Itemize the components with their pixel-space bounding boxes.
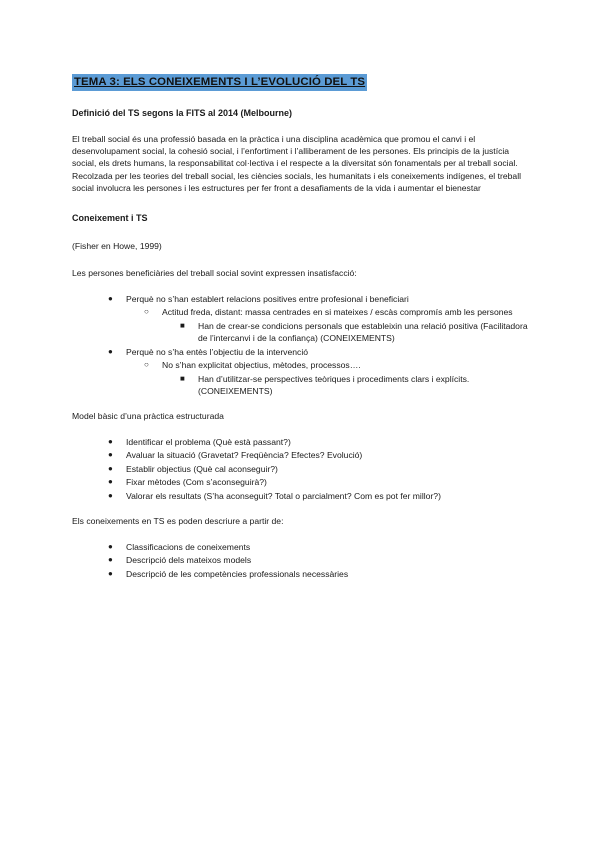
list-item-text: Descripció dels mateixos models [126, 555, 252, 566]
list-item-text: Descripció de les competències professionals necessàries [126, 568, 349, 579]
bullet-icon: ● [108, 346, 113, 356]
bullet-icon: ● [108, 293, 113, 303]
list-item [108, 568, 530, 580]
list-item [180, 373, 530, 398]
knowledge-list [72, 293, 530, 398]
description-heading: Els coneixements en TS es poden descriure a partir de: [72, 516, 284, 527]
definition-paragraph: El treball social és una professió basada en la pràctica i una disciplina acadèmica que promou el canvi i el desenvolupament social, la cohesió social, i l’enfortiment i l’alliberament de les persones. Els principis de la justícia social, els drets humans, la responsabilitat col·lectiva i el respecte a la diversitat són fonamentals per al treball social. Recolzada per les teories del treball social, les ciències socials, les humanitats i els coneixements indígenes, el treball social involucra les persones i les estructures per fer front a desafiaments de la vida i aumentar el bienestar [72, 133, 522, 194]
bullet-icon: ● [108, 463, 113, 473]
page-title: TEMA 3: ELS CONEIXEMENTS I L’EVOLUCIÓ DEL TS [72, 74, 367, 91]
knowledge-citation: (Fisher en Howe, 1999) [72, 240, 162, 251]
list-item-text: Perquè no s’ha entès l’objectiu de la intervenció [126, 346, 309, 357]
model-heading: Model bàsic d’una pràctica estructurada [72, 411, 224, 422]
list-item [108, 463, 530, 475]
list-item-text: Establir objectius (Què cal aconseguir?) [126, 463, 278, 474]
bullet-icon: ○ [144, 360, 149, 370]
list-item [108, 541, 530, 553]
list-item [108, 346, 530, 358]
list-item-text: Perquè no s’han establert relacions positives entre profesional i beneficiari [126, 293, 409, 304]
list-item-text: Classificacions de coneixements [126, 541, 251, 552]
list-item-text: Identificar el problema (Què està passant?) [126, 436, 291, 447]
bullet-icon: ● [108, 541, 113, 551]
bullet-icon: ● [108, 477, 113, 487]
list-item-text: Han d’utilitzar-se perspectives teòriques i procediments clars i explícits. (CONEIXEMENTS) [198, 373, 470, 396]
list-item [108, 476, 530, 488]
list-item [180, 320, 530, 345]
list-item [108, 554, 530, 566]
list-item-text: Actitud freda, distant: massa centrades en si mateixes / escàs compromís amb les persones [162, 307, 513, 318]
list-item [144, 306, 530, 318]
list-item [108, 293, 530, 305]
list-item-text: Avaluar la situació (Gravetat? Freqüència? Efectes? Evolució) [126, 450, 363, 461]
bullet-icon: ● [108, 450, 113, 460]
list-item [144, 359, 530, 371]
list-item-text: Han de crear-se condicions personals que estableixin una relació positiva (Facilitadora de l’intercanvi i de la confiança) (CONEIXEMENTS) [198, 320, 528, 344]
list-item [108, 490, 530, 502]
list-item-text: Valorar els resultats (S’ha aconseguit? Total o parcialment? Com es pot fer millor?) [126, 490, 441, 501]
bullet-icon: ● [108, 436, 113, 446]
bullet-icon: ● [108, 568, 113, 578]
knowledge-heading: Coneixement i TS [72, 212, 148, 223]
bullet-icon: ○ [144, 307, 149, 317]
list-item [108, 449, 530, 461]
bullet-icon: ■ [180, 373, 185, 383]
list-item-text: No s’han explicitat objectius, mètodes, processos…. [162, 360, 361, 371]
bullet-icon: ■ [180, 320, 185, 330]
description-list [72, 541, 530, 580]
list-item [108, 436, 530, 448]
model-list [72, 436, 530, 502]
knowledge-intro: Les persones beneficiàries del treball social sovint expressen insatisfacció: [72, 268, 357, 279]
definition-heading: Definició del TS segons la FITS al 2014 (Melbourne) [72, 107, 293, 118]
list-item-text: Fixar mètodes (Com s’aconseguirà?) [126, 477, 267, 488]
bullet-icon: ● [108, 490, 113, 500]
bullet-icon: ● [108, 555, 113, 565]
